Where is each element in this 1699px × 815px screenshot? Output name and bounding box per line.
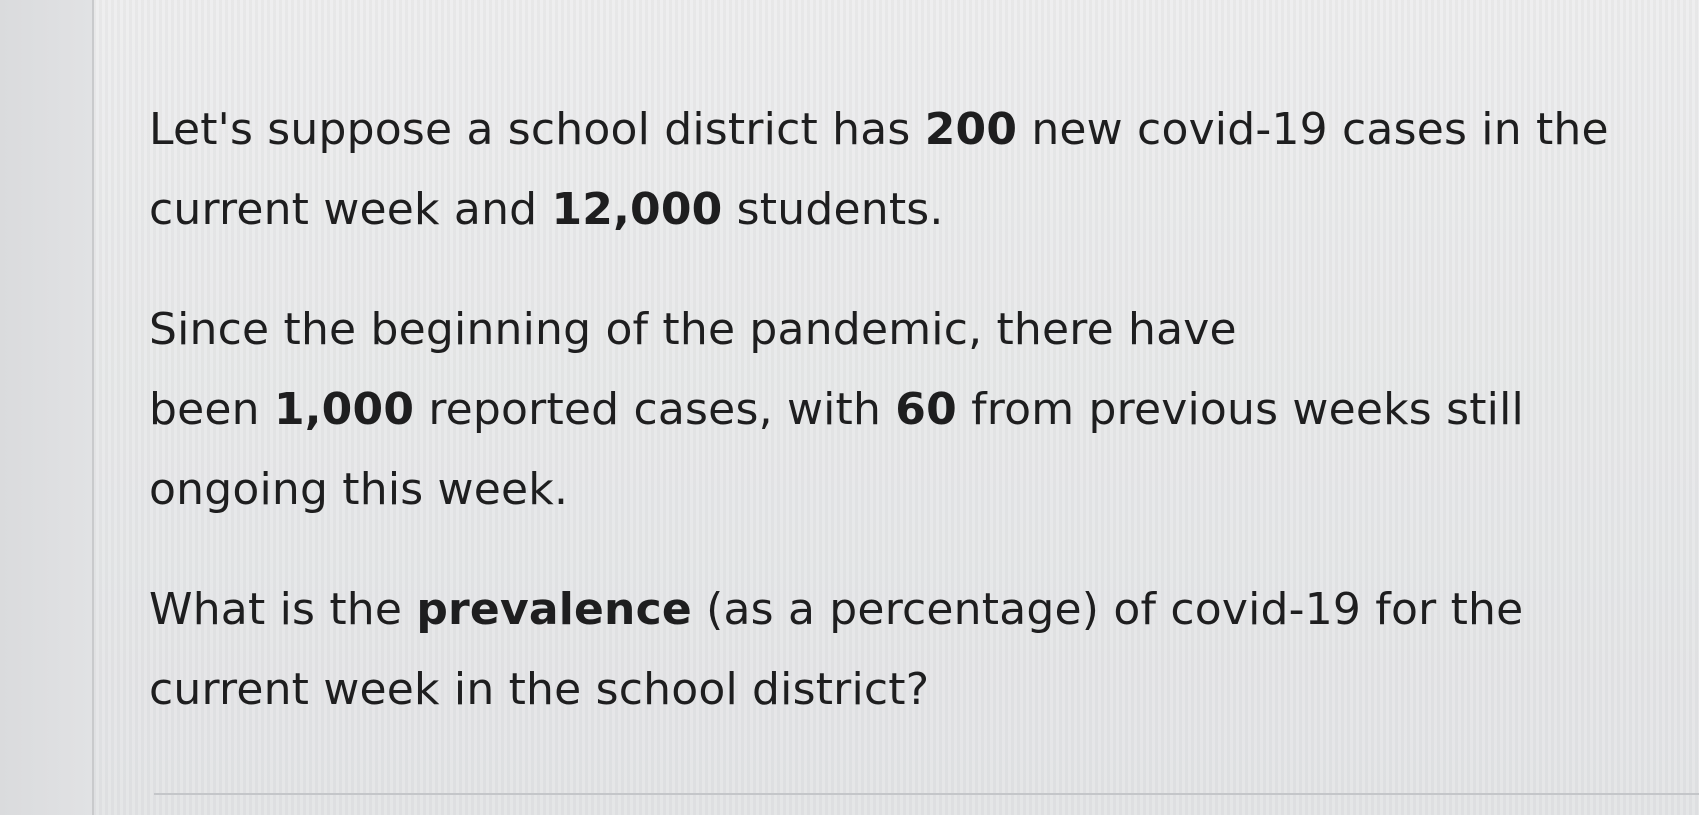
question-text-segment: from previous weeks still ongoing this week. (149, 384, 1524, 515)
question-paragraph-1 (149, 90, 1609, 250)
reported-cases-value: 1,000 (273, 384, 415, 435)
question-text-segment: Since the beginning of the pandemic, there have (149, 304, 1237, 355)
left-gutter (0, 0, 94, 815)
question-text-segment: What is the (149, 584, 417, 635)
new-cases-value: 200 (924, 104, 1018, 155)
question-paragraph-2 (149, 290, 1609, 530)
question-text-segment: new covid-19 cases in the current week and (149, 104, 1609, 235)
question-text-segment: been (149, 384, 274, 435)
question-panel (94, 0, 1699, 815)
ongoing-cases-value: 60 (895, 384, 957, 435)
question-text-segment: students. (722, 184, 944, 235)
question-paragraph-3 (149, 570, 1609, 730)
answer-divider (154, 793, 1699, 795)
question-text-segment: (as a percentage) of covid-19 for the current week in the school district? (149, 584, 1524, 715)
question-text (149, 90, 1609, 770)
students-value: 12,000 (551, 184, 723, 235)
prevalence-keyword: prevalence (416, 584, 692, 635)
question-text-segment: Let's suppose a school district has (149, 104, 925, 155)
question-text-segment: reported cases, with (414, 384, 896, 435)
